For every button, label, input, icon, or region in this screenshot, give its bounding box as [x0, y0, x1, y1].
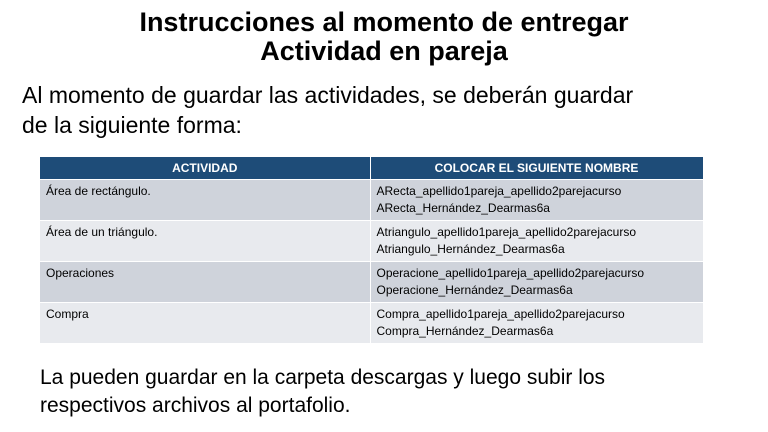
cell-actividad [40, 180, 370, 221]
intro-line-1: Al momento de guardar las actividades, se deberán guardar [22, 82, 634, 108]
slide-title-line-2: Actividad en pareja [260, 36, 508, 66]
cell-actividad [40, 262, 370, 303]
slide-title-line-1: Instrucciones al momento de entregar [139, 7, 629, 37]
nombre-formato: Operacione_apellido1pareja_apellido2parejacurso [376, 266, 645, 280]
nombre-formato: Compra_apellido1pareja_apellido2parejacurso [376, 307, 625, 321]
cell-actividad [40, 303, 370, 344]
cell-actividad [40, 221, 370, 262]
nombre-formato: ARecta_apellido1pareja_apellido2parejacurso [376, 184, 622, 198]
naming-table [40, 157, 704, 343]
header-nombre: COLOCAR EL SIGUIENTE NOMBRE [370, 157, 703, 180]
nombre-ejemplo: Operacione_Hernández_Dearmas6a [376, 283, 573, 297]
actividad-text: Compra [46, 307, 89, 321]
nombre-ejemplo: Atriangulo_Hernández_Dearmas6a [376, 242, 565, 256]
outro-paragraph [40, 364, 740, 420]
cell-nombre [370, 303, 703, 344]
cell-nombre [370, 262, 703, 303]
slide-title [0, 8, 768, 66]
nombre-ejemplo: Compra_Hernández_Dearmas6a [376, 324, 554, 338]
intro-line-2: de la siguiente forma: [22, 112, 242, 138]
nombre-formato: Atriangulo_apellido1pareja_apellido2parejacurso [376, 225, 637, 239]
table-row [40, 262, 703, 303]
header-actividad: ACTIVIDAD [40, 157, 370, 180]
outro-line-1: La pueden guardar en la carpeta descargas y luego subir los [40, 366, 606, 389]
actividad-text: Operaciones [46, 266, 115, 280]
table-row [40, 221, 703, 262]
nombre-ejemplo: ARecta_Hernández_Dearmas6a [376, 201, 550, 215]
table-row [40, 303, 703, 344]
outro-line-2: respectivos archivos al portafolio. [40, 394, 351, 417]
table-row [40, 180, 703, 221]
cell-nombre [370, 221, 703, 262]
cell-nombre [370, 180, 703, 221]
actividad-text: Área de un triángulo. [46, 225, 158, 239]
intro-paragraph [22, 80, 722, 140]
actividad-text: Área de rectángulo. [46, 184, 151, 198]
table-header-row [40, 157, 703, 180]
